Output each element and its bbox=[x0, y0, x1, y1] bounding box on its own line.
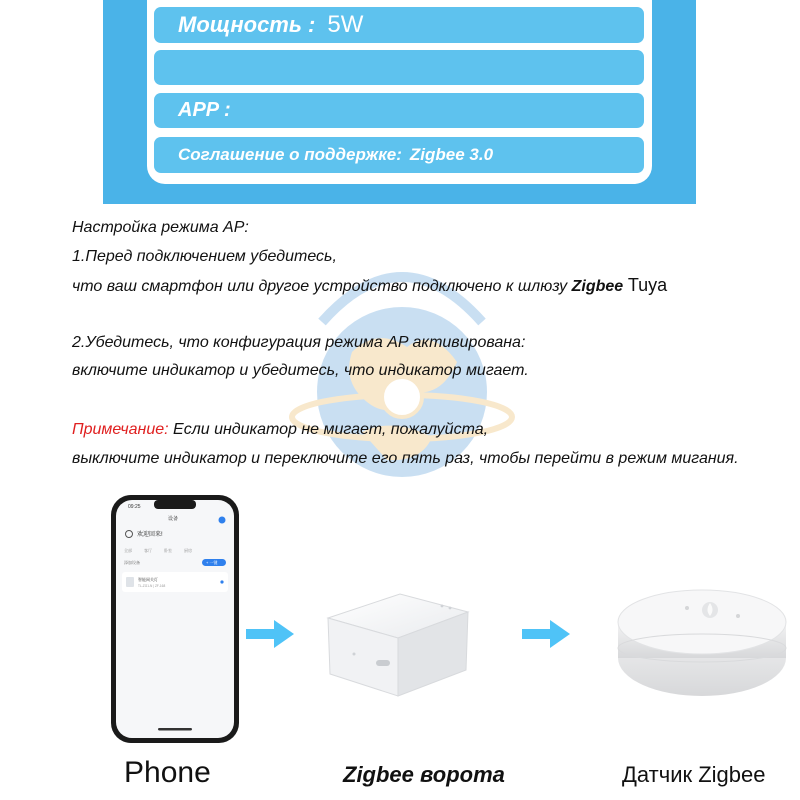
phone-device-sub: TL-ZG1-N | ZF-168 bbox=[138, 584, 166, 588]
caption-sensor: Датчик Zigbee bbox=[622, 762, 766, 787]
step2-line1: 2.Убедитесь, что конфигурация режима AP активирована: bbox=[72, 334, 526, 351]
power-label: Мощность : bbox=[178, 12, 316, 37]
zigbee-sensor-image bbox=[612, 588, 790, 698]
phone-header: 设备 bbox=[168, 516, 179, 522]
step2-line2: включите индикатор и убедитесь, что индикатор мигает. bbox=[72, 362, 529, 379]
caption-phone: Phone bbox=[124, 756, 211, 789]
phone-tab-0: 全部 bbox=[124, 548, 132, 553]
phone-tab-3: 厨房 bbox=[184, 548, 192, 553]
phone-device-icon bbox=[126, 577, 134, 587]
phone-device-name: 智能网关灯 bbox=[138, 577, 158, 582]
note-text: Если индикатор не мигает, пожалуйста, bbox=[168, 421, 489, 438]
step1-zigbee: Zigbee bbox=[571, 278, 624, 295]
power-value: 5W bbox=[327, 11, 364, 38]
note-line2: выключите индикатор и переключите его пять раз, чтобы перейти в режим мигания. bbox=[72, 450, 739, 467]
spec-panel bbox=[103, 0, 696, 204]
spec-row-power bbox=[154, 7, 644, 43]
phone-device-card bbox=[122, 572, 228, 592]
step1-line2 bbox=[72, 275, 667, 296]
phone-time: 09:25 bbox=[128, 504, 141, 510]
phone-welcome: 欢迎回来! bbox=[137, 532, 163, 538]
protocol-label: Соглашение о поддержке: bbox=[178, 145, 402, 164]
spec-card bbox=[147, 0, 652, 184]
step1-line1: 1.Перед подключением убедитесь, bbox=[72, 248, 337, 265]
spec-row-empty bbox=[154, 50, 644, 85]
phone-add-label: 添加设备 bbox=[124, 560, 140, 565]
step1-tuya: Tuya bbox=[623, 275, 668, 295]
step1-line2-text: что ваш смартфон или другое устройство подключено к шлюзу bbox=[72, 278, 572, 295]
ap-title: Настройка режима AP: bbox=[72, 219, 249, 236]
phone-tab-1: 客厅 bbox=[144, 548, 152, 553]
note-label: Примечание: bbox=[72, 421, 169, 438]
arrow-right-icon bbox=[244, 619, 296, 649]
phone-image bbox=[110, 494, 240, 744]
note-line1 bbox=[72, 421, 488, 439]
phone-add-icon bbox=[219, 517, 226, 524]
caption-gateway: Zigbee ворота bbox=[343, 762, 505, 787]
phone-add-button-label: + 一键 bbox=[206, 560, 218, 565]
phone-tab-2: 卧室 bbox=[164, 548, 172, 553]
spec-row-protocol bbox=[154, 137, 644, 173]
zigbee-gateway-image bbox=[318, 590, 478, 700]
arrow-right-icon bbox=[520, 619, 572, 649]
protocol-value: Zigbee 3.0 bbox=[409, 145, 494, 164]
app-label: APP : bbox=[178, 99, 231, 121]
spec-row-app bbox=[154, 93, 644, 128]
